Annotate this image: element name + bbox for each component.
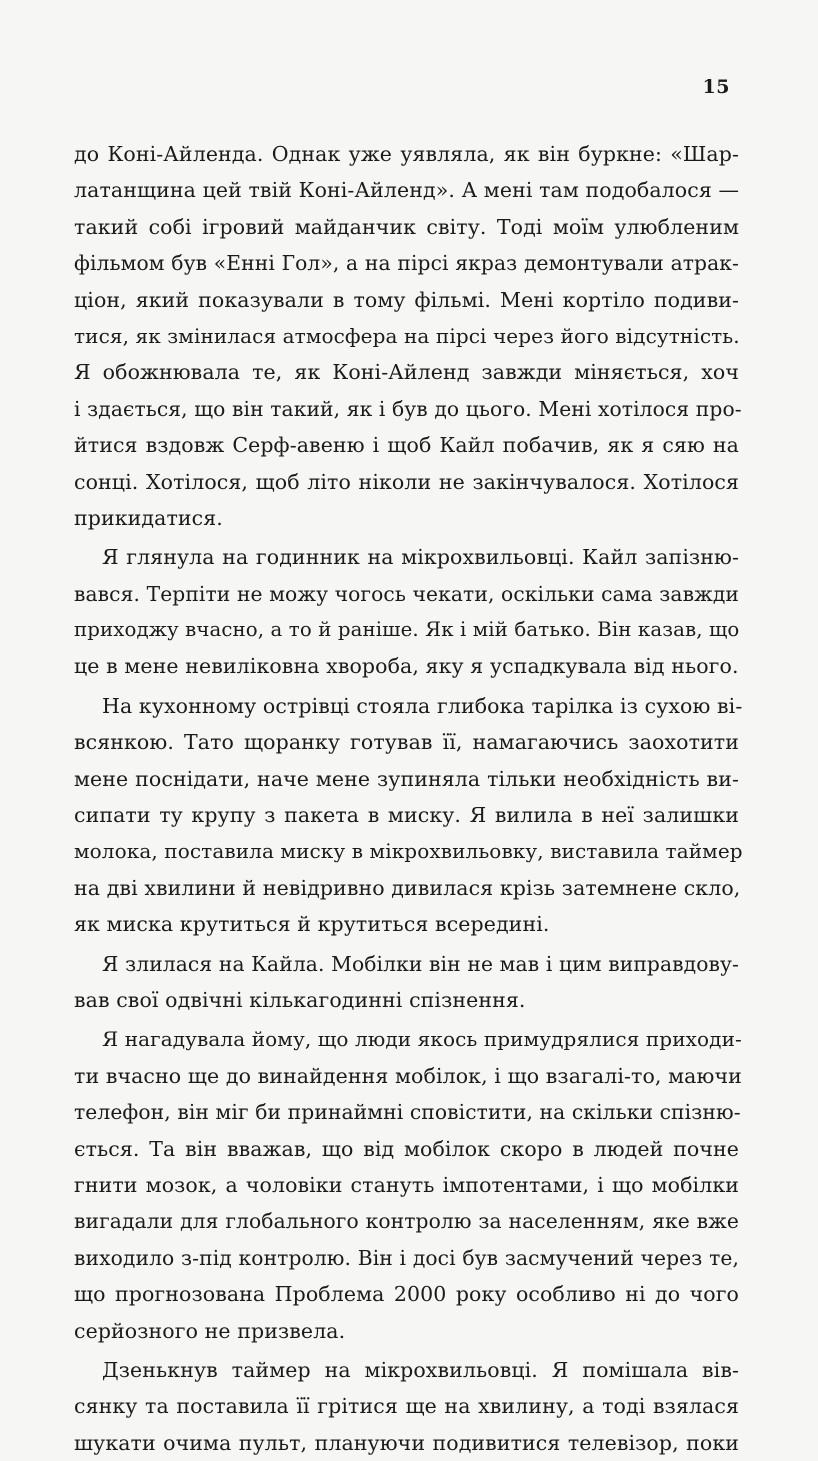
text-line: вав свої одвічні кількагодинні спізнення.	[74, 987, 526, 1012]
text-line: Я глянула на годинник на мікрохвильовці. Кайл запізню-	[102, 545, 739, 570]
text-line: такий собі ігровий майданчик світу. Тоді моїм улюбленим	[74, 214, 739, 239]
text-line: Я нагадувала йому, що люди якось примудрялися приходи-	[102, 1027, 742, 1052]
text-line: Дзенькнув таймер на мікрохвильовці. Я помішала вів-	[102, 1357, 739, 1382]
paragraph	[74, 1021, 742, 1349]
body-text	[74, 136, 743, 1461]
text-line: серйозного не призвела.	[74, 1318, 346, 1343]
text-line: прикидатися.	[74, 505, 223, 530]
text-line: виходило з-під контролю. Він і досі був засмучений через те,	[74, 1245, 739, 1270]
text-line: мене поснідати, наче мене зупиняла тільки необхідність ви-	[74, 766, 739, 791]
text-line: телефон, він міг би принаймні сповістити, на скільки спізню-	[74, 1100, 741, 1125]
paragraph	[74, 946, 739, 1019]
text-line: ти вчасно ще до винайдення мобілок, і що взагалі-то, маючи	[74, 1063, 742, 1088]
text-line: молока, поставила миску в мікрохвильовку, виставила таймер	[74, 839, 743, 864]
text-line: ється. Та він вважав, що від мобілок скоро в людей почне	[74, 1136, 739, 1161]
paragraph	[74, 688, 743, 943]
text-line: фільмом був «Енні Гол», а на пірсі якраз демонтували атрак-	[74, 251, 739, 276]
paragraph	[74, 1352, 739, 1461]
text-line: приходжу вчасно, а то й раніше. Як і мій батько. Він казав, що	[74, 618, 740, 642]
text-line: ціон, який показували в тому фільмі. Мені кортіло подиви-	[74, 287, 739, 312]
text-line: сипати ту крупу з пакета в миску. Я вилила в неї залишки	[74, 803, 739, 828]
text-line: тися, як змінилася атмосфера на пірсі через його відсутність.	[74, 323, 740, 348]
paragraph	[74, 136, 742, 536]
text-line: як миска крутиться й крутиться всередині.	[74, 912, 550, 937]
text-line: вигадали для глобального контролю за населенням, яке вже	[74, 1209, 739, 1234]
text-line: На кухонному острівці стояла глибока тарілка із сухою ві-	[102, 693, 743, 718]
text-line: латанщина цей твій Коні-Айленд». А мені там подобалося —	[74, 178, 740, 203]
text-line: що прогнозована Проблема 2000 року особливо ні до чого	[74, 1282, 739, 1307]
text-line: Я злилася на Кайла. Мобілки він не мав і цим виправдову-	[102, 951, 739, 976]
text-line: сонці. Хотілося, щоб літо ніколи не закінчувалося. Хотілося	[74, 469, 739, 494]
text-line: йтися вздовж Серф-авеню і щоб Кайл побачив, як я сяю на	[74, 433, 739, 458]
paragraph	[74, 539, 739, 685]
text-line: сянку та поставила її грітися ще на хвилину, а тоді взялася	[74, 1394, 739, 1419]
text-line: гнити мозок, а чоловіки стануть імпотентами, і що мобілки	[74, 1172, 739, 1197]
text-line: шукати очима пульт, плануючи подивитися телевізор, поки	[74, 1430, 739, 1455]
text-line: до Коні-Айленда. Однак уже уявляла, як він буркне: «Шар-	[74, 142, 739, 166]
text-line: це в мене невиліковна хвороба, яку я успадкувала від нього.	[74, 654, 739, 679]
text-line: всянкою. Тато щоранку готував її, намагаючись заохотити	[74, 730, 739, 755]
text-line: на дві хвилини й невідривно дивилася крізь затемнене скло,	[74, 875, 741, 900]
text-line: і здається, що він такий, як і був до цього. Мені хотілося про-	[74, 396, 742, 421]
text-line: вався. Терпіти не можу чогось чекати, оскільки сама завжди	[74, 581, 739, 606]
text-line: Я обожнювала те, як Коні-Айленд завжди міняється, хоч	[74, 360, 739, 385]
page-number: 15	[702, 76, 730, 98]
